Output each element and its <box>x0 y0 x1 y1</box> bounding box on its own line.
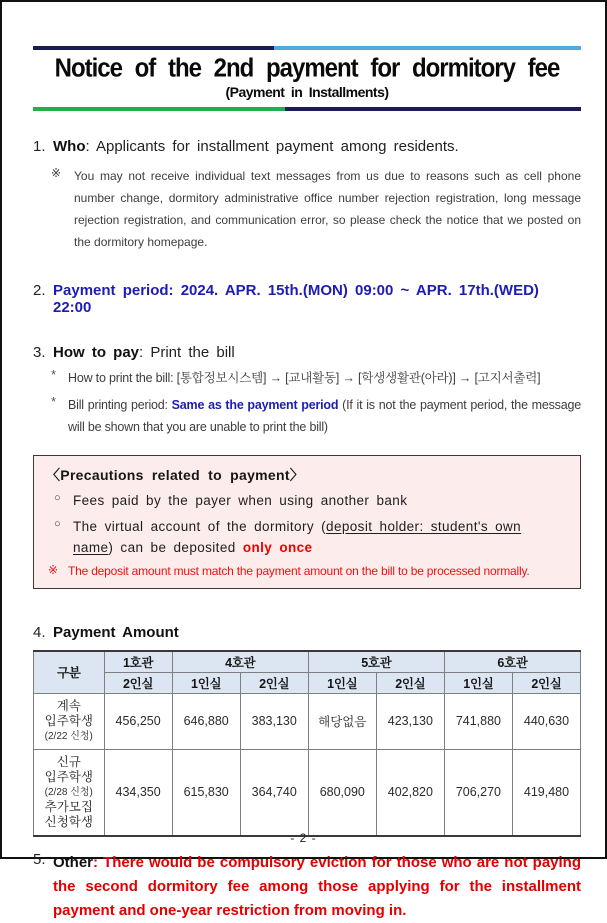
bullet-print-path-text: How to print the bill: [통합정보시스템] → [교내활동] → [학생생활관(아라)] → [고지서출력] <box>68 371 541 385</box>
precaution-red-note <box>48 562 568 580</box>
title-rule-bottom <box>33 107 581 111</box>
who-note-text: You may not receive individual text messages from us due to reasons such as cell phone number change, dormitory administrative office number rejection registration, long message rejection registration, and communication error, so please check the notice that we posted on the dormitory homepage. <box>74 169 581 249</box>
table-cell: 364,740 <box>240 749 308 836</box>
row-label-line: 신규 <box>56 754 81 769</box>
payment-amount-table <box>33 650 581 837</box>
table-cell: 402,820 <box>376 749 444 836</box>
section-payment-amount <box>33 624 581 641</box>
table-cell: 680,090 <box>308 749 376 836</box>
table-cell: 423,130 <box>376 693 444 749</box>
section-other-label: Other <box>53 854 94 871</box>
section-other-number: 5. <box>33 851 46 868</box>
section-who-heading <box>53 138 459 155</box>
section-other-colon: : <box>93 854 104 871</box>
table-cell: 615,830 <box>172 749 240 836</box>
table-corner-header: 구분 <box>34 651 105 693</box>
row-label-line: 추가모집 <box>44 799 93 814</box>
row-label-line: (2/22 신청) <box>44 730 93 742</box>
row-label-line: 입주학생 <box>44 769 93 784</box>
section-other-text <box>53 851 581 923</box>
row-label-new <box>34 749 105 836</box>
section-amount-heading <box>53 624 179 641</box>
section-period-text: Payment period: 2024. APR. 15th.(MON) 09:00 ~ APR. 17th.(WED) 22:00 <box>53 282 539 316</box>
table-cell: 434,350 <box>104 749 172 836</box>
section-who-text: : Applicants for installment payment among residents. <box>85 138 459 155</box>
table-cell: 440,630 <box>512 693 580 749</box>
header-room-type: 2인실 <box>512 672 580 693</box>
section-other <box>33 851 581 923</box>
title-block <box>33 46 581 111</box>
asterisk-bullet-icon: * <box>51 367 57 382</box>
section-period <box>33 282 581 316</box>
section-period-number: 2. <box>33 282 46 299</box>
section-amount-label: Payment Amount <box>53 624 179 641</box>
row-label-line: 신청학생 <box>44 814 93 829</box>
header-room-type: 1인실 <box>444 672 512 693</box>
bullet-print-path <box>51 367 581 389</box>
header-building-1: 1호관 <box>104 651 172 672</box>
table-cell: 419,480 <box>512 749 580 836</box>
row-label-line: (2/28 신청) <box>44 786 93 798</box>
row-label-continuing <box>34 693 105 749</box>
reference-mark-icon: ※ <box>51 166 62 180</box>
printing-period-post: (If it is not the payment period, the message will be shown that you are unable to print the bill) <box>68 398 581 434</box>
reference-mark-icon: ※ <box>48 563 59 577</box>
page-number: - 2 - <box>290 831 317 845</box>
printing-period-emphasis: Same as the payment period <box>171 398 339 412</box>
section-how-label: How to pay <box>53 344 140 361</box>
table-cell: 383,130 <box>240 693 308 749</box>
header-room-type: 2인실 <box>104 672 172 693</box>
table-cell: 706,270 <box>444 749 512 836</box>
precautions-box <box>33 455 581 589</box>
account-only-once: only once <box>242 540 313 555</box>
who-note <box>51 165 581 253</box>
header-room-type: 2인실 <box>240 672 308 693</box>
header-building-6: 6호관 <box>444 651 580 672</box>
precaution-item-account <box>54 516 568 558</box>
printing-period-pre: Bill printing period: <box>68 398 172 412</box>
precaution-item-fees <box>54 490 568 511</box>
table-cell: 해당없음 <box>308 693 376 749</box>
page-title: Notice of the 2nd payment for dormitory fee <box>54 54 560 84</box>
section-how-text: : Print the bill <box>139 344 235 361</box>
precaution-red-note-text: The deposit amount must match the payment amount on the bill to be processed normally. <box>68 564 530 578</box>
page-subtitle: (Payment in Installments) <box>225 84 389 100</box>
header-building-5: 5호관 <box>308 651 444 672</box>
section-who <box>33 138 581 155</box>
section-amount-number: 4. <box>33 624 46 641</box>
header-building-4: 4호관 <box>172 651 308 672</box>
header-room-type: 1인실 <box>308 672 376 693</box>
account-underlined: deposit holder: student's own name <box>73 519 522 555</box>
account-mid: ) can be deposited <box>108 540 243 555</box>
table-row-new-students <box>34 749 581 836</box>
table-cell: 456,250 <box>104 693 172 749</box>
section-who-label: Who <box>53 138 86 155</box>
table-row-continuing-students <box>34 693 581 749</box>
precaution-account-text <box>73 516 568 558</box>
bullet-printing-period-text <box>68 394 581 438</box>
row-label-line: 계속 <box>56 698 81 713</box>
section-how-number: 3. <box>33 344 46 361</box>
circle-bullet-icon: ○ <box>54 492 61 504</box>
how-to-pay-bullets <box>51 367 581 438</box>
table-header-buildings <box>34 651 581 672</box>
table-cell: 741,880 <box>444 693 512 749</box>
table-header-room-types <box>34 672 581 693</box>
header-room-type: 2인실 <box>376 672 444 693</box>
circle-bullet-icon: ○ <box>54 518 61 530</box>
account-pre: The virtual account of the dormitory ( <box>73 519 327 534</box>
section-who-number: 1. <box>33 138 46 155</box>
header-room-type: 1인실 <box>172 672 240 693</box>
table-cell: 646,880 <box>172 693 240 749</box>
asterisk-bullet-icon: * <box>51 394 57 409</box>
bullet-printing-period <box>51 394 581 438</box>
precautions-title: 〈Precautions related to payment〉 <box>46 467 305 483</box>
section-other-warning: There would be compulsory eviction for those who are not paying the second dormitory fee among those applying for the installment payment and one-year restriction from moving in. <box>53 854 581 919</box>
section-how-heading <box>53 344 235 361</box>
precaution-fees-text: Fees paid by the payer when using another bank <box>73 493 408 508</box>
section-how-to-pay <box>33 344 581 361</box>
row-label-line: 입주학생 <box>44 713 93 728</box>
